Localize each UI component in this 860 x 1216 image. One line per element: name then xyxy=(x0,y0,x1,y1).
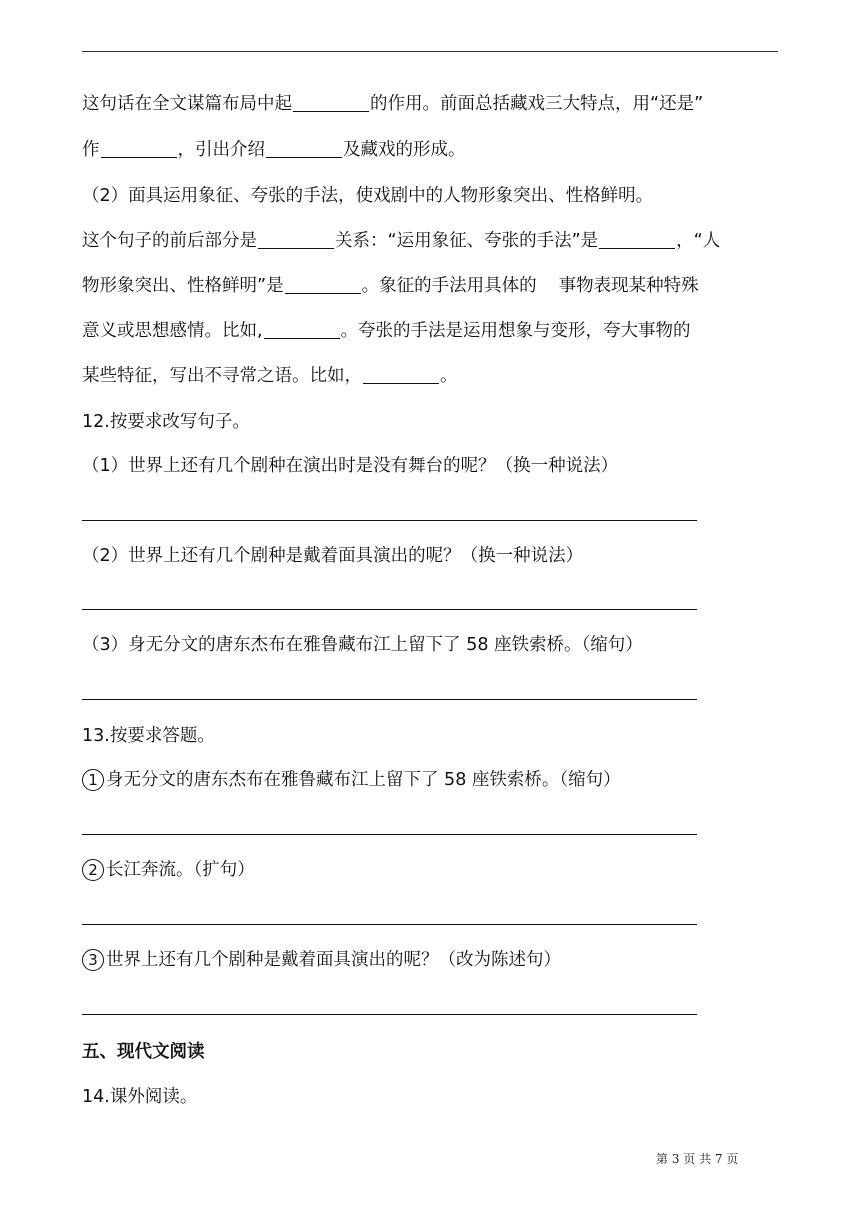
q11-text: 这个句子的前后部分是 xyxy=(82,231,257,251)
q12-item-3: （3）身无分文的唐东杰布在雅鲁藏布江上留下了 58 座铁索桥。（缩句） xyxy=(82,635,643,655)
q12-item-1: （1）世界上还有几个剧种在演出时是没有舞台的呢？（换一种说法） xyxy=(82,456,619,476)
q13-item-2 xyxy=(82,858,782,882)
blank-8[interactable] xyxy=(363,365,439,384)
q11-sub2-text: （2）面具运用象征、夸张的手法，使戏剧中的人物形象突出、性格鲜明。 xyxy=(82,186,654,206)
q11-text: ，引出介绍 xyxy=(177,140,265,160)
q13-item-text: 世界上还有几个剧种是戴着面具演出的呢？（改为陈述句） xyxy=(106,950,561,970)
q11-text: 事物表现某种特殊 xyxy=(558,276,699,296)
q11-text: 意义或思想感情。比如, xyxy=(82,321,263,341)
q11-sub2-line-2 xyxy=(82,229,782,253)
q13-item-text: 长江奔流。（扩句） xyxy=(106,860,255,880)
blank-3[interactable] xyxy=(266,139,342,158)
q11-text: 。象征的手法用具体的 xyxy=(361,276,537,296)
q11-text: ，“人 xyxy=(676,231,721,251)
blank-5[interactable] xyxy=(599,230,675,249)
q13-item-3 xyxy=(82,948,782,972)
q11-sub2-line-4 xyxy=(82,319,782,343)
q11-text: 及藏戏的形成。 xyxy=(343,140,466,160)
q12-answer-line-1[interactable] xyxy=(82,520,697,521)
q12-item-2: （2）世界上还有几个剧种是戴着面具演出的呢？（换一种说法） xyxy=(82,546,584,566)
q11-text: 物形象突出、性格鲜明”是 xyxy=(82,276,284,296)
q13-item-1 xyxy=(82,768,782,792)
blank-6[interactable] xyxy=(285,275,361,294)
q11-text: 这句话在全文谋篇布局中起 xyxy=(82,94,292,114)
blank-1[interactable] xyxy=(293,93,369,112)
section-heading: 五、现代文阅读 xyxy=(82,1042,205,1062)
q11-text: 某些特征，写出不寻常之语。比如， xyxy=(82,366,362,386)
q11-sub2-line-5 xyxy=(82,364,782,388)
q11-line-1 xyxy=(82,92,782,116)
blank-2[interactable] xyxy=(101,139,177,158)
blank-4[interactable] xyxy=(258,230,334,249)
q11-text: 作 xyxy=(82,140,100,160)
q12-title: 12.按要求改写句子。 xyxy=(82,412,250,432)
q13-item-text: 身无分文的唐东杰布在雅鲁藏布江上留下了 58 座铁索桥。（缩句） xyxy=(106,770,621,790)
q11-text: 。夸张的手法是运用想象与变形，夸大事物的 xyxy=(340,321,691,341)
q11-line-2 xyxy=(82,138,782,162)
q14-title: 14.课外阅读。 xyxy=(82,1087,198,1107)
circled-number-1: 1 xyxy=(82,769,104,791)
q13-title: 13.按要求答题。 xyxy=(82,726,215,746)
circled-number-3: 3 xyxy=(82,949,104,971)
q13-answer-line-1[interactable] xyxy=(82,834,697,835)
q11-sub2-line-3 xyxy=(82,274,782,298)
blank-7[interactable] xyxy=(264,320,340,339)
q11-sub2-line-1 xyxy=(82,184,782,208)
q13-answer-line-3[interactable] xyxy=(82,1014,697,1015)
q13-answer-line-2[interactable] xyxy=(82,924,697,925)
q11-text: 的作用。前面总括藏戏三大特点，用“还是” xyxy=(370,94,704,114)
page-footer: 第 3 页 共 7 页 xyxy=(656,1152,739,1166)
header-rule xyxy=(82,51,778,52)
circled-number-2: 2 xyxy=(82,859,104,881)
q11-text: 。 xyxy=(440,366,458,386)
q12-answer-line-2[interactable] xyxy=(82,609,697,610)
q12-answer-line-3[interactable] xyxy=(82,699,697,700)
q11-text: 关系：“运用象征、夸张的手法”是 xyxy=(335,231,599,251)
